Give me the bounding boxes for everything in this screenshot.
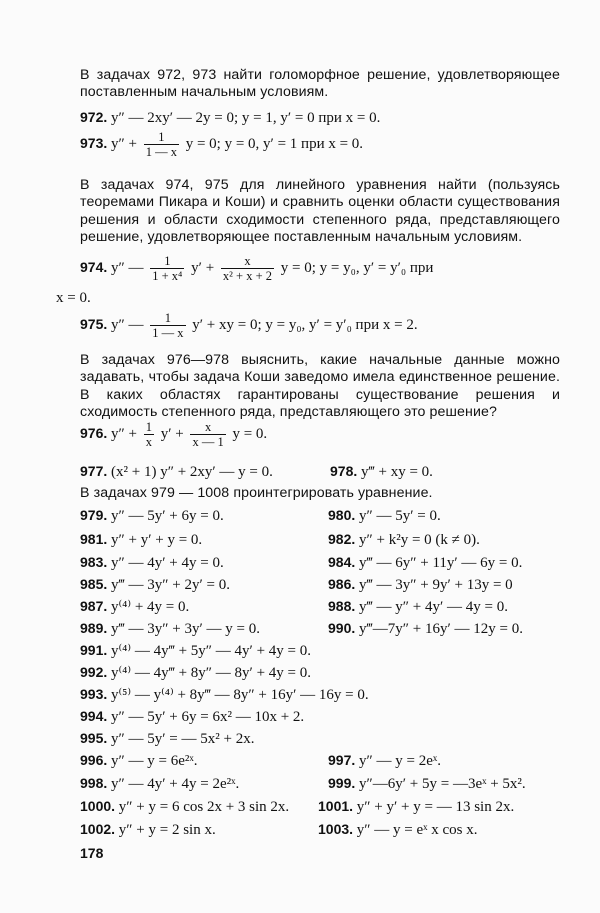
fraction-denominator: 1 — x <box>145 145 177 159</box>
equation-part: x = 0. <box>56 290 91 306</box>
problem-979 <box>80 506 224 525</box>
problem-999 <box>328 774 526 793</box>
problem-980 <box>328 506 441 525</box>
problem-1001 <box>318 797 514 816</box>
problem-983 <box>80 553 224 572</box>
problem-equation: y″ + y = 2 sin x. <box>118 822 216 838</box>
problem-equation: y″ — y = 2eˣ. <box>359 753 441 769</box>
problem-993 <box>80 685 369 704</box>
problem-equation: y‴ — 6y″ + 11y′ — 6y = 0. <box>359 555 523 571</box>
fraction-numerator: x <box>190 420 225 435</box>
problem-number: 989. <box>80 620 108 636</box>
problem-number: 994. <box>80 708 108 724</box>
fraction <box>144 130 179 159</box>
problem-equation: y‴ + xy = 0. <box>361 464 433 480</box>
problem-982 <box>328 530 480 549</box>
problem-number: 993. <box>80 686 108 702</box>
equation-part: y″ + <box>111 135 137 152</box>
problem-978 <box>330 462 433 481</box>
problem-984 <box>328 553 522 572</box>
problem-1003 <box>318 820 478 839</box>
problem-990 <box>328 619 523 638</box>
fraction <box>150 311 185 340</box>
problem-equation: y⁽⁴⁾ — 4y‴ + 8y″ — 8y′ + 4y = 0. <box>111 665 312 681</box>
problem-number: 985. <box>80 576 108 592</box>
fraction-denominator: x <box>145 435 152 449</box>
problem-equation: y″ + y′ + y = — 13 sin 2x. <box>356 799 515 815</box>
fraction <box>150 254 184 283</box>
intro-paragraph-979-1008: В задачах 979 — 1008 проинтегрировать уравнение. <box>80 485 433 501</box>
problem-equation: y‴ — 3y″ + 9y′ + 13y = 0 <box>359 577 513 593</box>
problem-equation: y″ + y′ + y = 0. <box>111 532 203 548</box>
problem-equation: y″ — y = 6e²ˣ. <box>111 753 198 769</box>
problem-985 <box>80 575 230 594</box>
problem-994 <box>80 707 304 726</box>
problem-number: 992. <box>80 664 108 680</box>
equation-part: y′ + <box>160 425 184 442</box>
equation-part: y = 0; y = 0, y′ = 1 при x = 0. <box>185 135 364 152</box>
fraction-numerator: x <box>221 254 274 269</box>
problem-number: 988. <box>328 598 356 614</box>
problem-number: 980. <box>328 507 356 523</box>
problem-number: 999. <box>328 775 356 791</box>
fraction-numerator: 1 <box>150 254 184 269</box>
problem-number: 998. <box>80 775 108 791</box>
problem-equation: y″ — 2xy′ — 2y = 0; y = 1, y′ = 0 при x = 0. <box>111 110 381 126</box>
problem-996 <box>80 751 197 770</box>
problem-equation: y‴—7y″ + 16y′ — 12y = 0. <box>359 621 523 637</box>
problem-equation: y″—6y′ + 5y = —3eˣ + 5x². <box>359 776 526 792</box>
problem-equation: y″ — y = eˣ x cos x. <box>356 822 478 838</box>
problem-equation: y‴ — 3y″ + 2y′ = 0. <box>111 577 230 593</box>
equation-part: y′ + <box>191 259 215 276</box>
problem-974 <box>80 254 433 283</box>
intro-paragraph-974-975: В задачах 974, 975 для линейного уравнения найти (пользуясь теоремами Пикара и Коши) и сравнить оценки области существования решения и области сходимости степенного ряда, представляющего решение, удовлетворяющее поставленным начальным условиям. <box>80 177 560 245</box>
problem-equation: y″ — 5y′ = 0. <box>359 508 441 524</box>
fraction <box>221 254 274 283</box>
problem-997 <box>328 751 441 770</box>
problem-number: 975. <box>80 315 108 332</box>
problem-975 <box>80 311 418 340</box>
problem-number: 997. <box>328 752 356 768</box>
equation-part: y = 0; y = y₀, y′ = y′₀ при <box>280 259 434 276</box>
fraction-denominator: 1 + x⁴ <box>152 269 183 283</box>
problem-number: 972. <box>80 109 108 125</box>
fraction-numerator: 1 <box>145 420 152 434</box>
fraction <box>190 420 225 449</box>
page-number: 178 <box>80 845 104 861</box>
problem-977 <box>80 462 273 481</box>
problem-equation: y‴ — y″ + 4y′ — 4y = 0. <box>359 599 508 615</box>
problem-number: 981. <box>80 531 108 547</box>
problem-number: 979. <box>80 507 108 523</box>
problem-989 <box>80 619 260 638</box>
intro-paragraph-976-978: В задачах 976—978 выяснить, какие начальные данные можно задавать, чтобы задача Коши заведомо имела единственное решение. В каких областях гарантированы существование решения и сходимость степенного ряда, представляющего это решение? <box>80 352 560 420</box>
problem-987 <box>80 597 189 616</box>
problem-991 <box>80 641 311 660</box>
problem-equation: y″ — 4y′ + 4y = 2e²ˣ. <box>111 776 240 792</box>
problem-equation: y″ — 5y′ + 6y = 6x² — 10x + 2. <box>111 709 305 725</box>
intro-paragraph-972-973: В задачах 972, 973 найти голоморфное решение, удовлетворяющее поставленным начальным условиям. <box>80 67 560 101</box>
equation-part: y′ + xy = 0; y = y₀, y′ = y′₀ при x = 2. <box>192 316 418 333</box>
problem-number: 982. <box>328 531 356 547</box>
problem-number: 978. <box>330 463 358 479</box>
problem-974-continued <box>56 289 91 307</box>
equation-part: y″ + <box>111 425 137 442</box>
equation-part: y = 0. <box>232 425 268 442</box>
problem-equation: y″ + k²y = 0 (k ≠ 0). <box>359 532 480 548</box>
problem-995 <box>80 729 254 748</box>
equation-part: y″ — <box>111 316 144 333</box>
problem-equation: y″ — 5y′ = — 5x² + 2x. <box>111 731 255 747</box>
problem-number: 991. <box>80 642 108 658</box>
problem-988 <box>328 597 508 616</box>
fraction-denominator: x — 1 <box>192 435 224 449</box>
problem-number: 986. <box>328 576 356 592</box>
problem-972 <box>80 108 380 127</box>
problem-number: 996. <box>80 752 108 768</box>
problem-number: 984. <box>328 554 356 570</box>
problem-equation: y⁽⁴⁾ — 4y‴ + 5y″ — 4y′ + 4y = 0. <box>111 643 312 659</box>
fraction-numerator: 1 <box>144 130 179 145</box>
problem-equation: y⁽⁴⁾ + 4y = 0. <box>111 599 190 615</box>
fraction-numerator: 1 <box>150 311 185 326</box>
problem-number: 1000. <box>80 798 116 814</box>
problem-992 <box>80 663 311 682</box>
problem-number: 1001. <box>318 798 354 814</box>
problem-equation: y″ — 5y′ + 6y = 0. <box>111 508 224 524</box>
problem-1002 <box>80 820 216 839</box>
problem-981 <box>80 530 202 549</box>
problem-976 <box>80 420 267 449</box>
problem-number: 1003. <box>318 821 354 837</box>
problem-986 <box>328 575 513 594</box>
fraction <box>144 420 154 449</box>
fraction-denominator: 1 — x <box>152 326 184 340</box>
problem-equation: y″ — 4y′ + 4y = 0. <box>111 555 224 571</box>
problem-number: 983. <box>80 554 108 570</box>
problem-number: 973. <box>80 134 108 151</box>
problem-1000 <box>80 797 289 816</box>
fraction-denominator: x² + x + 2 <box>222 269 273 283</box>
problem-equation: y″ + y = 6 cos 2x + 3 sin 2x. <box>118 799 290 815</box>
problem-number: 974. <box>80 258 108 275</box>
problem-equation: y⁽⁵⁾ — y⁽⁴⁾ + 8y‴ — 8y″ + 16y′ — 16y = 0. <box>111 687 369 703</box>
problem-equation: y‴ — 3y″ + 3y′ — y = 0. <box>111 621 260 637</box>
problem-number: 990. <box>328 620 356 636</box>
problem-998 <box>80 774 239 793</box>
problem-number: 977. <box>80 463 108 479</box>
problem-973 <box>80 130 363 159</box>
equation-part: y″ — <box>111 259 144 276</box>
problem-number: 976. <box>80 424 108 441</box>
problem-number: 995. <box>80 730 108 746</box>
problem-number: 987. <box>80 598 108 614</box>
problem-number: 1002. <box>80 821 116 837</box>
problem-equation: (x² + 1) y″ + 2xy′ — y = 0. <box>111 464 273 480</box>
